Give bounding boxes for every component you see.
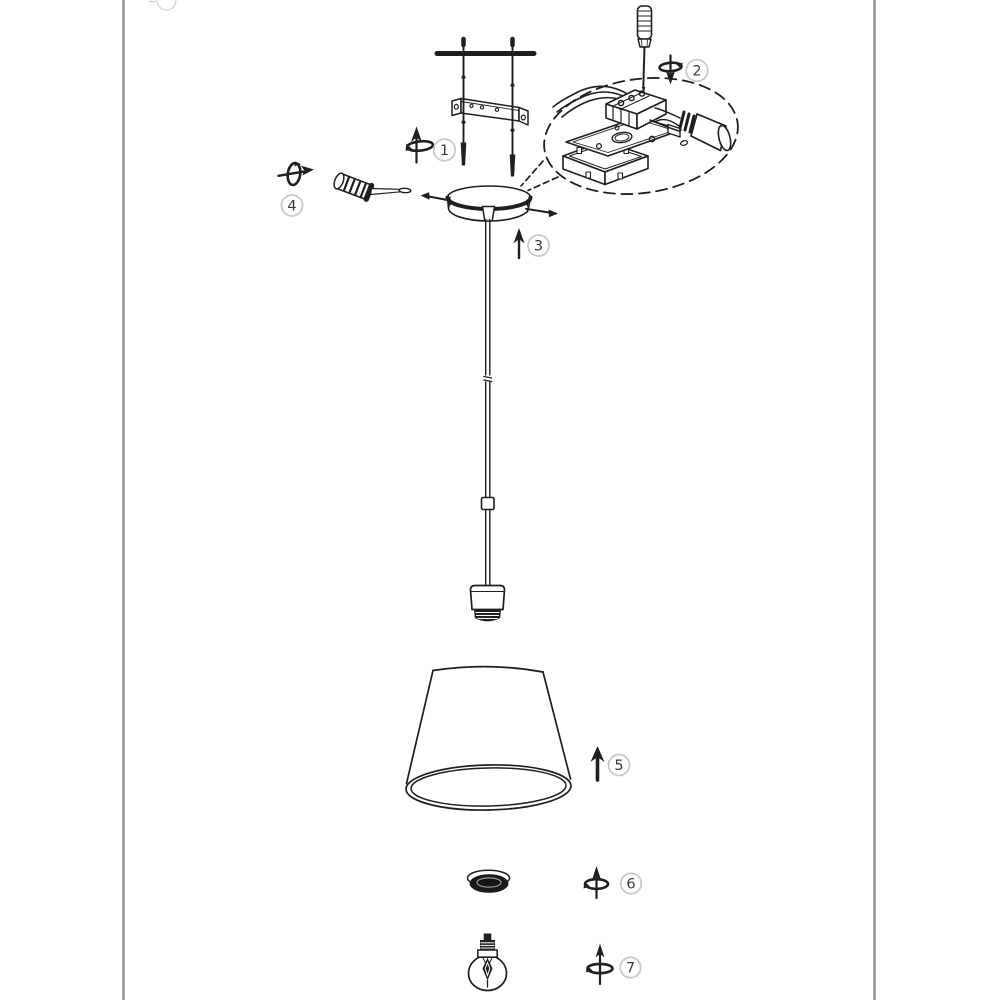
ceiling-canopy <box>448 186 531 221</box>
step-2-rotate-icon <box>659 56 682 85</box>
step-2-badge <box>686 60 708 82</box>
step-4-rotate-icon <box>279 162 315 186</box>
step-5-number: 5 <box>614 758 624 775</box>
step-3-badge <box>528 235 549 256</box>
step-7-badge <box>620 957 640 977</box>
lampshade <box>406 667 572 812</box>
canopy-screw-right <box>526 206 558 218</box>
step-5-arrow-icon <box>591 746 605 780</box>
step-1-rotate-icon <box>406 127 434 163</box>
step-4-number: 4 <box>287 198 297 215</box>
step-1-badge <box>434 139 456 161</box>
step-7-rotate-icon <box>586 944 613 985</box>
light-bulb <box>469 934 507 991</box>
step-5-badge <box>609 755 630 776</box>
rod-coupler <box>482 498 495 510</box>
rod-break-mark <box>483 376 492 382</box>
shade-retainer-ring <box>468 870 510 893</box>
step-6-number: 6 <box>626 876 636 893</box>
step-1-number: 1 <box>439 143 450 160</box>
screwdriver-horizontal-icon <box>332 172 411 199</box>
step-4-badge <box>282 195 303 216</box>
screwdriver-vertical-icon <box>638 6 652 93</box>
cropped-artifact-top <box>149 0 176 10</box>
step-3-number: 3 <box>533 238 544 255</box>
lamp-socket <box>471 586 505 622</box>
step-2-number: 2 <box>692 63 702 80</box>
canopy-stem <box>483 207 495 222</box>
callout-leader-dashes <box>521 161 558 191</box>
step-7-number: 7 <box>625 960 636 977</box>
step-6-badge <box>621 873 641 893</box>
step-3-arrow-icon <box>514 228 525 258</box>
step-6-rotate-icon <box>584 866 609 898</box>
suspension-rod <box>482 220 495 587</box>
